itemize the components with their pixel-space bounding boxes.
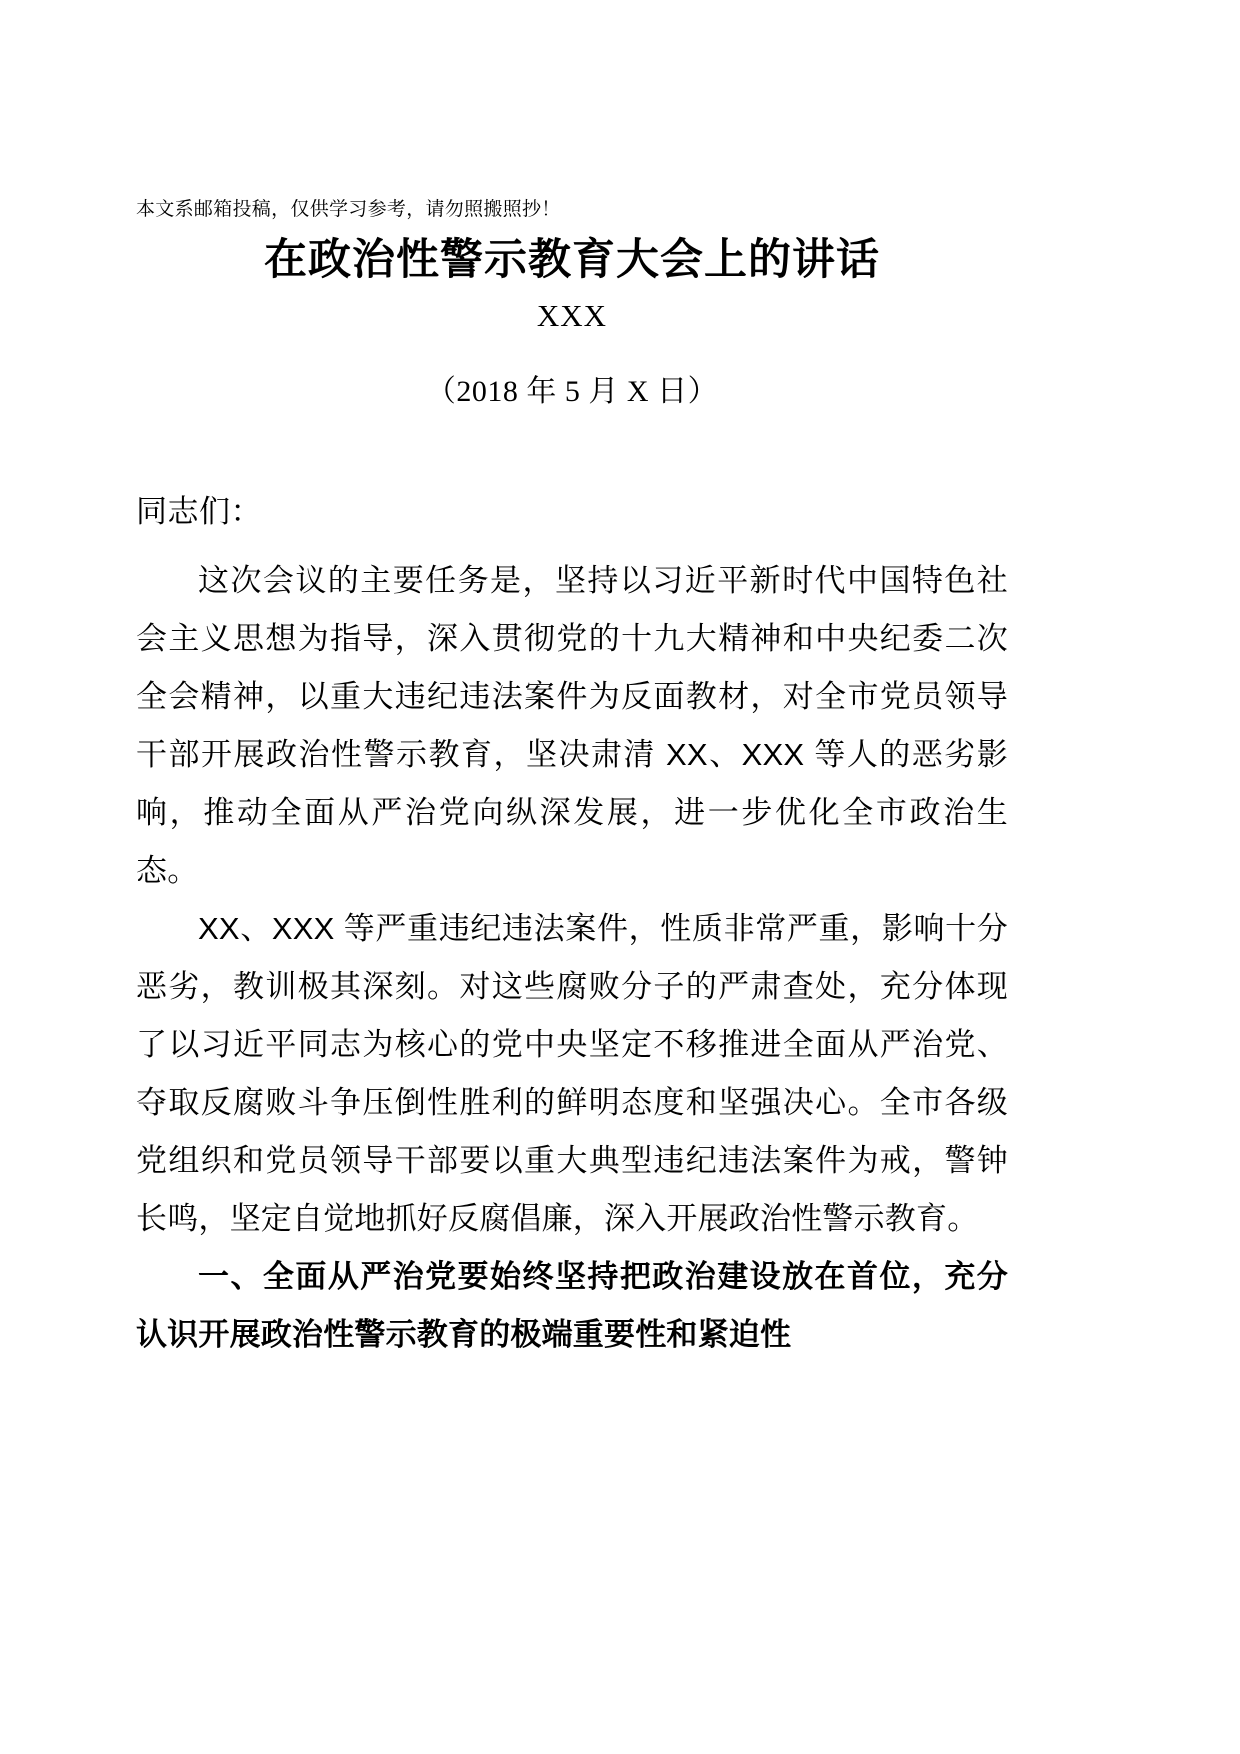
salutation: 同志们： — [136, 494, 262, 530]
document-author: XXX — [536, 297, 608, 333]
document-date: （2018 年 5 月 X 日） — [425, 375, 719, 409]
disclaimer-notice: 本文系邮箱投稿，仅供学习参考，请勿照搬照抄！ — [136, 199, 561, 220]
section-heading: 一、全面从严治党要始终坚持把政治建设放在首位，充分认识开展政治性警示教育的极端重要性和紧迫性 — [136, 1259, 1008, 1353]
document-content — [136, 196, 1008, 1364]
page-title: 在政治性警示教育大会上的讲话 — [264, 235, 880, 284]
document-body — [136, 488, 1008, 1364]
body-paragraph: XX、XXX 等严重违纪违法案件，性质非常严重，影响十分恶劣，教训极其深刻。对这些腐败分子的严肃查处，充分体现了以习近平同志为核心的党中央坚定不移推进全面从严治党、夺取反腐败斗争压倒性胜利的鲜明态度和坚强决心。全市各级党组织和党员领导干部要以重大典型违纪违法案件为戒，警钟长鸣，坚定自觉地抓好反腐倡廉，深入开展政治性警示教育。 — [136, 911, 1008, 1237]
body-paragraph: 这次会议的主要任务是，坚持以习近平新时代中国特色社会主义思想为指导，深入贯彻党的十九大精神和中央纪委二次全会精神，以重大违纪违法案件为反面教材，对全市党员领导干部开展政治性警示教育，坚决肃清 XX、XXX 等人的恶劣影响，推动全面从严治党向纵深发展，进一步优化全市政治生态。 — [136, 563, 1008, 889]
